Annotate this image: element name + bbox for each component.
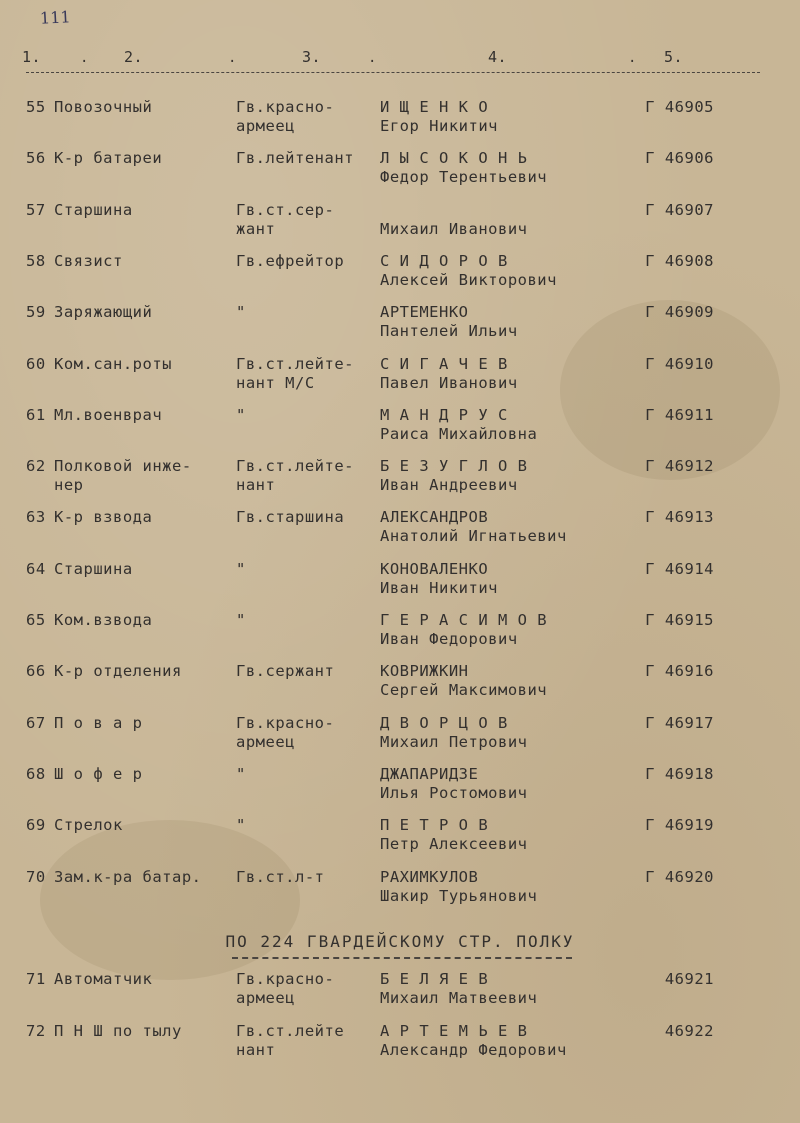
surname: АЛЕКСАНДРОВ <box>380 508 489 527</box>
rank-label-cont: нант <box>236 476 276 495</box>
position-label: К-р отделения <box>54 662 182 681</box>
table-row <box>0 98 800 146</box>
given-name: Федор Терентьевич <box>380 168 548 187</box>
column-number: 3. <box>302 48 322 66</box>
rank-label: Гв.красно- <box>236 98 335 116</box>
column-number: 1. <box>22 48 42 66</box>
rank-label: " <box>236 303 246 322</box>
row-number: 67 <box>26 713 46 732</box>
medal-number: 46922 <box>664 1022 714 1040</box>
table-row <box>0 611 800 659</box>
table-row <box>0 868 800 916</box>
medal-number: Г 46912 <box>645 457 714 476</box>
medal-number: Г 46917 <box>645 713 714 732</box>
medal-number: Г 46918 <box>645 764 714 783</box>
row-number: 55 <box>26 98 46 116</box>
rank-label: Гв.красно- <box>236 713 335 732</box>
row-number: 58 <box>26 251 46 270</box>
row-number: 61 <box>26 405 46 424</box>
medal-number: Г 46907 <box>645 200 714 219</box>
position-label: Ком.сан.роты <box>54 354 172 373</box>
given-name: Сергей Максимович <box>380 681 548 700</box>
column-number-row <box>0 46 800 70</box>
medal-number: Г 46908 <box>645 251 714 270</box>
row-number: 69 <box>26 816 46 835</box>
column-separator: . <box>80 50 89 66</box>
medal-number: Г 46914 <box>645 559 714 578</box>
corner-mark: 111 <box>39 7 72 28</box>
rank-label: Гв.ст.л-т <box>236 867 325 886</box>
table-row <box>0 149 800 197</box>
column-number: 2. <box>124 48 144 66</box>
row-number: 63 <box>26 508 46 527</box>
surname: ДЖАПАРИДЗЕ <box>380 764 479 783</box>
given-name: Павел Иванович <box>380 373 518 392</box>
medal-number: Г 46905 <box>645 98 714 116</box>
given-name: Илья Ростомович <box>380 783 528 802</box>
row-number: 64 <box>26 559 46 578</box>
given-name: Егор Никитич <box>380 117 498 135</box>
position-label: Повозочный <box>54 98 153 116</box>
table-row <box>0 355 800 403</box>
surname: Л Ы С О К О Н Ь <box>380 149 528 168</box>
surname: Б Е З У Г Л О В <box>380 457 528 476</box>
table-row <box>0 1022 800 1070</box>
row-number: 72 <box>26 1022 46 1040</box>
given-name: Иван Андреевич <box>380 476 518 495</box>
column-separator: . <box>368 50 377 66</box>
medal-number: Г 46913 <box>645 508 714 527</box>
surname: РАХИМКУЛОВ <box>380 867 479 886</box>
position-label: Ком.взвода <box>54 611 153 629</box>
surname: С И Д О Р О В <box>380 251 508 270</box>
rank-label: Гв.лейтенант <box>236 149 354 168</box>
surname: И Щ Е Н К О <box>380 98 489 116</box>
table-row <box>0 560 800 608</box>
rank-label-cont: армеец <box>236 117 295 135</box>
given-name: Иван Никитич <box>380 578 498 597</box>
given-name: Петр Алексеевич <box>380 835 528 854</box>
rank-label: " <box>236 405 246 424</box>
row-number: 59 <box>26 303 46 322</box>
position-label: П о в а р <box>54 713 143 732</box>
row-number: 71 <box>26 970 46 988</box>
given-name: Пантелей Ильич <box>380 322 518 341</box>
position-label: Стрелок <box>54 816 123 835</box>
table-row <box>0 970 800 1018</box>
medal-number: Г 46919 <box>645 816 714 835</box>
medal-number: Г 46920 <box>645 867 714 886</box>
medal-number: 46921 <box>664 970 714 988</box>
medal-number: Г 46916 <box>645 662 714 681</box>
position-label: К-р батареи <box>54 149 163 168</box>
surname: Г Е Р А С И М О В <box>380 611 548 629</box>
table-row <box>0 201 800 249</box>
table-row <box>0 303 800 351</box>
surname: С И Г А Ч Е В <box>380 354 508 373</box>
row-number: 57 <box>26 200 46 219</box>
rank-label: " <box>236 816 246 835</box>
section-heading: ПО 224 ГВАРДЕЙСКОМУ СТР. ПОЛКУ <box>225 932 575 951</box>
surname: М А Н Д Р У С <box>380 405 508 424</box>
table-row <box>0 508 800 556</box>
rank-label: Гв.сержант <box>236 662 335 681</box>
surname: КОНОВАЛЕНКО <box>380 559 489 578</box>
row-number: 62 <box>26 457 46 476</box>
rank-label: Гв.ст.лейте- <box>236 457 354 476</box>
table-row <box>0 816 800 864</box>
rank-label: Гв.ефрейтор <box>236 251 345 270</box>
row-number: 65 <box>26 611 46 629</box>
section-underline <box>232 957 572 959</box>
position-label: Ш о ф е р <box>54 764 143 783</box>
rank-label: Гв.старшина <box>236 508 345 527</box>
position-label: П Н Ш по тылу <box>54 1022 182 1040</box>
surname: Б Е Л Я Е В <box>380 970 489 988</box>
position-label: Заряжающий <box>54 303 153 322</box>
row-number: 60 <box>26 354 46 373</box>
table-row <box>0 406 800 454</box>
rank-label: Гв.ст.лейте <box>236 1022 345 1040</box>
column-separator: . <box>228 50 237 66</box>
given-name: Шакир Турьянович <box>380 886 538 905</box>
given-name: Раиса Михайловна <box>380 424 538 443</box>
position-label: Зам.к-ра батар. <box>54 867 202 886</box>
given-name: Алексей Викторович <box>380 270 557 289</box>
surname: П Е Т Р О В <box>380 816 489 835</box>
medal-number: Г 46909 <box>645 303 714 322</box>
position-label: Полковой инже- <box>54 457 192 476</box>
surname: А Р Т Е М Ь Е В <box>380 1022 528 1040</box>
rank-label-cont: нант <box>236 1041 276 1059</box>
medal-number: Г 46911 <box>645 405 714 424</box>
column-number: 4. <box>488 48 508 66</box>
table-row <box>0 765 800 813</box>
header-rule <box>26 72 760 73</box>
position-label: Автоматчик <box>54 970 153 988</box>
rank-label: " <box>236 764 246 783</box>
rank-label: Гв.красно- <box>236 970 335 988</box>
given-name: Анатолий Игнатьевич <box>380 527 567 546</box>
row-number: 70 <box>26 867 46 886</box>
rank-label-cont: жант <box>236 219 276 238</box>
rank-label: " <box>236 559 246 578</box>
given-name: Михаил Иванович <box>380 219 528 238</box>
rank-label: Гв.ст.лейте- <box>236 354 354 373</box>
column-number: 5. <box>664 48 684 66</box>
table-row <box>0 252 800 300</box>
rank-label-cont: армеец <box>236 732 295 751</box>
surname: КОВРИЖКИН <box>380 662 469 681</box>
row-number: 66 <box>26 662 46 681</box>
column-separator: . <box>628 50 637 66</box>
position-label: К-р взвода <box>54 508 153 527</box>
given-name: Михаил Петрович <box>380 732 528 751</box>
position-label-cont: нер <box>54 476 84 495</box>
rank-label-cont: нант М/С <box>236 373 315 392</box>
given-name: Александр Федорович <box>380 1041 567 1059</box>
medal-number: Г 46906 <box>645 149 714 168</box>
position-label: Мл.военврач <box>54 405 163 424</box>
table-row <box>0 662 800 710</box>
rank-label: " <box>236 611 246 629</box>
table-row <box>0 714 800 762</box>
row-number: 56 <box>26 149 46 168</box>
surname: Д В О Р Ц О В <box>380 713 508 732</box>
position-label: Старшина <box>54 559 133 578</box>
given-name: Михаил Матвеевич <box>380 989 538 1007</box>
position-label: Старшина <box>54 200 133 219</box>
medal-number: Г 46910 <box>645 354 714 373</box>
rank-label-cont: армеец <box>236 989 295 1007</box>
surname: АРТЕМЕНКО <box>380 303 469 322</box>
row-number: 68 <box>26 764 46 783</box>
position-label: Связист <box>54 251 123 270</box>
given-name: Иван Федорович <box>380 630 518 648</box>
medal-number: Г 46915 <box>645 611 714 629</box>
table-row <box>0 457 800 505</box>
rank-label: Гв.ст.сер- <box>236 200 335 219</box>
